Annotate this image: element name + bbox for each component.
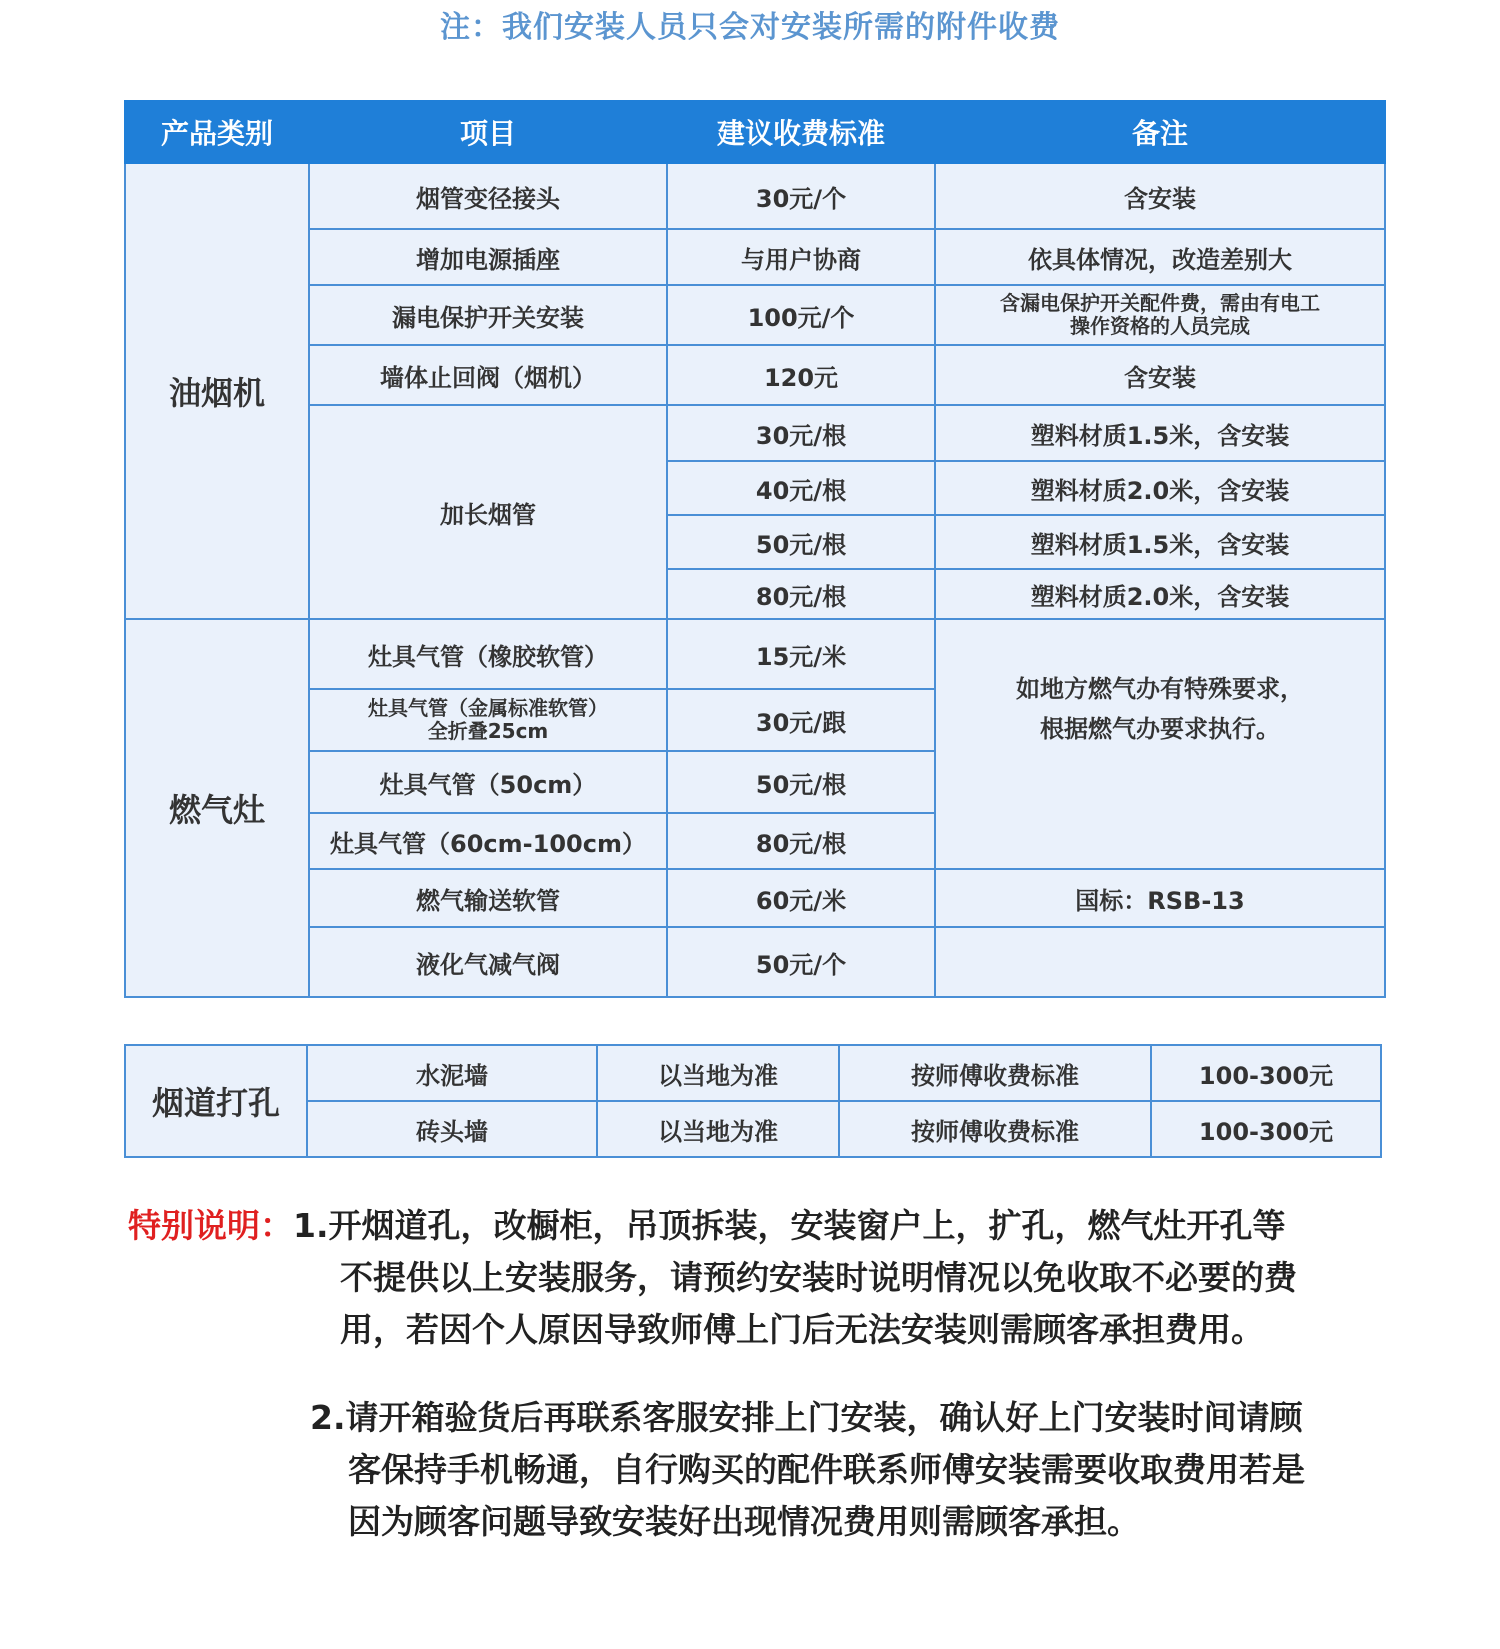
category-hood: 油烟机 (125, 163, 309, 619)
remark-cell (935, 927, 1385, 997)
remark-cell-gas-office (935, 619, 1385, 869)
table-row (125, 405, 1385, 461)
special-note-1 (128, 1200, 1398, 1356)
remark-cell: 含安装 (935, 345, 1385, 405)
header-price: 建议收费标准 (667, 101, 935, 163)
price-cell: 30元/跟 (667, 689, 935, 751)
fee-rule-cell: 按师傅收费标准 (839, 1101, 1151, 1157)
fee-note: 注：我们安装人员只会对安装所需的附件收费 (440, 10, 1060, 45)
table-row (125, 229, 1385, 285)
standard-cell: 以当地为准 (597, 1101, 839, 1157)
table-row (125, 927, 1385, 997)
table-row (125, 1101, 1381, 1157)
item-cell: 灶具气管（60cm-100cm） (309, 813, 667, 869)
standard-cell: 以当地为准 (597, 1045, 839, 1101)
header-item: 项目 (309, 101, 667, 163)
header-remark: 备注 (935, 101, 1385, 163)
price-cell: 60元/米 (667, 869, 935, 927)
range-cell: 100-300元 (1151, 1045, 1381, 1101)
price-cell: 15元/米 (667, 619, 935, 689)
fee-rule-cell: 按师傅收费标准 (839, 1045, 1151, 1101)
price-cell: 50元/个 (667, 927, 935, 997)
item-cell: 灶具气管（50cm） (309, 751, 667, 813)
table-row (125, 285, 1385, 345)
remark-line: 操作资格的人员完成 (1070, 314, 1250, 338)
remark-cell: 国标：RSB-13 (935, 869, 1385, 927)
table-row (125, 163, 1385, 229)
header-category: 产品类别 (125, 101, 309, 163)
wall-cell: 水泥墙 (307, 1045, 597, 1101)
remark-cell: 塑料材质1.5米，含安装 (935, 515, 1385, 569)
special-line: 不提供以上安装服务，请预约安装时说明情况以免收取不必要的费 (340, 1258, 1297, 1297)
special-line: 用，若因个人原因导致师傅上门后无法安装则需顾客承担费用。 (340, 1310, 1264, 1349)
table-header-row (125, 101, 1385, 163)
item-line: 灶具气管（金属标准软管） (368, 696, 608, 720)
item-cell: 燃气输送软管 (309, 869, 667, 927)
remark-cell: 塑料材质2.0米，含安装 (935, 569, 1385, 619)
item-cell: 漏电保护开关安装 (309, 285, 667, 345)
item-cell: 墙体止回阀（烟机） (309, 345, 667, 405)
item-cell-extension-pipe: 加长烟管 (309, 405, 667, 619)
special-line: 客保持手机畅通，自行购买的配件联系师傅安装需要收取费用若是 (348, 1450, 1305, 1489)
remark-cell (935, 285, 1385, 345)
price-cell: 40元/根 (667, 461, 935, 515)
remark-line: 根据燃气办要求执行。 (1040, 715, 1280, 743)
price-cell: 30元/个 (667, 163, 935, 229)
price-cell: 80元/根 (667, 813, 935, 869)
price-cell: 120元 (667, 345, 935, 405)
item-cell (309, 689, 667, 751)
special-line: 2.请开箱验货后再联系客服安排上门安装，确认好上门安装时间请顾 (310, 1398, 1303, 1437)
remark-line: 含漏电保护开关配件费，需由有电工 (1000, 291, 1320, 315)
flue-hole-table (124, 1044, 1382, 1158)
price-cell: 50元/根 (667, 751, 935, 813)
table-row (125, 619, 1385, 689)
special-note-2 (310, 1392, 1400, 1548)
remark-cell: 塑料材质2.0米，含安装 (935, 461, 1385, 515)
category-flue-hole: 烟道打孔 (125, 1045, 307, 1157)
item-cell: 增加电源插座 (309, 229, 667, 285)
remark-cell: 含安装 (935, 163, 1385, 229)
remark-line: 如地方燃气办有特殊要求， (1016, 675, 1304, 703)
table-row (125, 345, 1385, 405)
wall-cell: 砖头墙 (307, 1101, 597, 1157)
price-cell: 100元/个 (667, 285, 935, 345)
range-cell: 100-300元 (1151, 1101, 1381, 1157)
table-row (125, 1045, 1381, 1101)
remark-cell: 塑料材质1.5米，含安装 (935, 405, 1385, 461)
special-label: 特别说明： (128, 1206, 293, 1245)
special-text: 1.开烟道孔，改橱柜，吊顶拆装，安装窗户上，扩孔，燃气灶开孔等 (293, 1206, 1286, 1245)
price-cell: 30元/根 (667, 405, 935, 461)
price-cell: 80元/根 (667, 569, 935, 619)
table-row (125, 869, 1385, 927)
special-line: 因为顾客问题导致安装好出现情况费用则需顾客承担。 (348, 1502, 1140, 1541)
special-line (128, 1200, 1398, 1252)
price-cell: 50元/根 (667, 515, 935, 569)
item-line: 全折叠25cm (427, 719, 549, 743)
item-cell: 灶具气管（橡胶软管） (309, 619, 667, 689)
item-cell: 烟管变径接头 (309, 163, 667, 229)
remark-cell: 依具体情况，改造差别大 (935, 229, 1385, 285)
price-cell: 与用户协商 (667, 229, 935, 285)
category-stove: 燃气灶 (125, 619, 309, 997)
item-cell: 液化气减气阀 (309, 927, 667, 997)
fee-table (124, 100, 1386, 998)
